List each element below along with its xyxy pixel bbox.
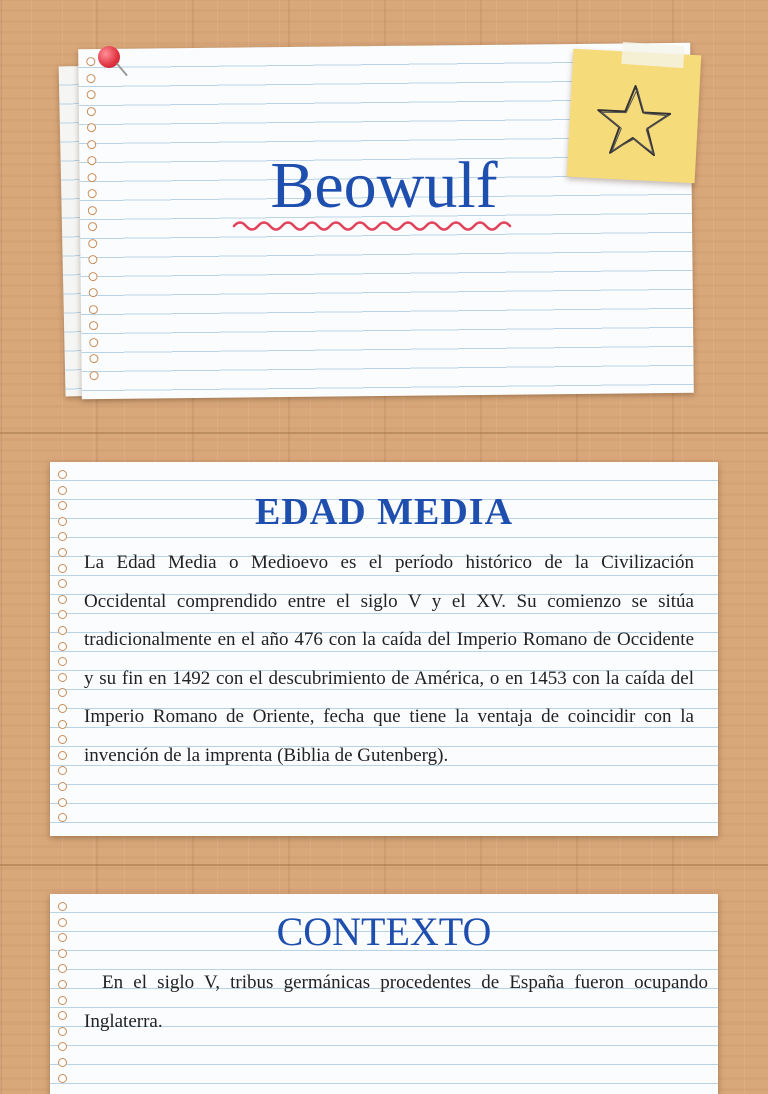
binder-hole bbox=[87, 107, 96, 116]
binder-hole bbox=[58, 735, 67, 744]
presentation-title: Beowulf bbox=[270, 149, 498, 222]
binder-hole bbox=[58, 996, 67, 1005]
binder-hole bbox=[58, 1027, 67, 1036]
binder-hole bbox=[58, 657, 67, 666]
binder-hole bbox=[58, 610, 67, 619]
binder-hole bbox=[89, 272, 98, 281]
binder-hole bbox=[58, 751, 67, 760]
binder-hole bbox=[58, 1011, 67, 1020]
binder-hole bbox=[89, 338, 98, 347]
binder-hole bbox=[58, 1058, 67, 1067]
binder-hole bbox=[58, 964, 67, 973]
binder-hole bbox=[87, 123, 96, 132]
binder-hole bbox=[86, 57, 95, 66]
slide-title bbox=[0, 0, 768, 432]
binder-hole bbox=[58, 980, 67, 989]
section-title: CONTEXTO bbox=[276, 909, 492, 954]
section-paragraph: La Edad Media o Medioevo es el período histórico de la Civilización Occidental comprendido entre el siglo V y el XV. Su comienzo se sitúa tradicionalmente en el año 476 con la caída del Imperio Romano de Occidente y su fin en 1492 con el descubrimiento de América, o en 1453 con la caída del Imperio Romano de Oriente, fecha que tiene la ventaja de coincidir con la invención de la imprenta (Biblia de Gutenberg). bbox=[84, 552, 694, 766]
binder-hole bbox=[58, 564, 67, 573]
binder-hole bbox=[58, 720, 67, 729]
slide-edad-media bbox=[0, 434, 768, 864]
binder-hole bbox=[89, 321, 98, 330]
binder-hole bbox=[58, 1042, 67, 1051]
binder-hole bbox=[89, 288, 98, 297]
binder-hole bbox=[58, 813, 67, 822]
binder-hole bbox=[86, 74, 95, 83]
binder-hole bbox=[58, 688, 67, 697]
section-title: EDAD MEDIA bbox=[254, 491, 514, 533]
binder-hole bbox=[90, 371, 99, 380]
binder-hole bbox=[58, 595, 67, 604]
binder-holes bbox=[86, 49, 104, 399]
binder-hole bbox=[87, 90, 96, 99]
binder-hole bbox=[58, 470, 67, 479]
binder-hole bbox=[58, 548, 67, 557]
binder-hole bbox=[58, 766, 67, 775]
squiggle-underline bbox=[232, 216, 522, 232]
binder-hole bbox=[58, 642, 67, 651]
binder-hole bbox=[58, 673, 67, 682]
binder-hole bbox=[58, 704, 67, 713]
binder-hole bbox=[58, 798, 67, 807]
binder-hole bbox=[58, 579, 67, 588]
binder-hole bbox=[89, 354, 98, 363]
binder-hole bbox=[58, 1074, 67, 1083]
slide-contexto bbox=[0, 866, 768, 1032]
binder-hole bbox=[58, 782, 67, 791]
section-paragraph: En el siglo V, tribus germánicas procedentes de España fueron ocupando Inglaterra. bbox=[84, 972, 708, 1032]
binder-hole bbox=[89, 305, 98, 314]
sticky-tape bbox=[621, 42, 684, 68]
binder-hole bbox=[58, 626, 67, 635]
binder-hole bbox=[88, 239, 97, 248]
binder-hole bbox=[88, 255, 97, 264]
